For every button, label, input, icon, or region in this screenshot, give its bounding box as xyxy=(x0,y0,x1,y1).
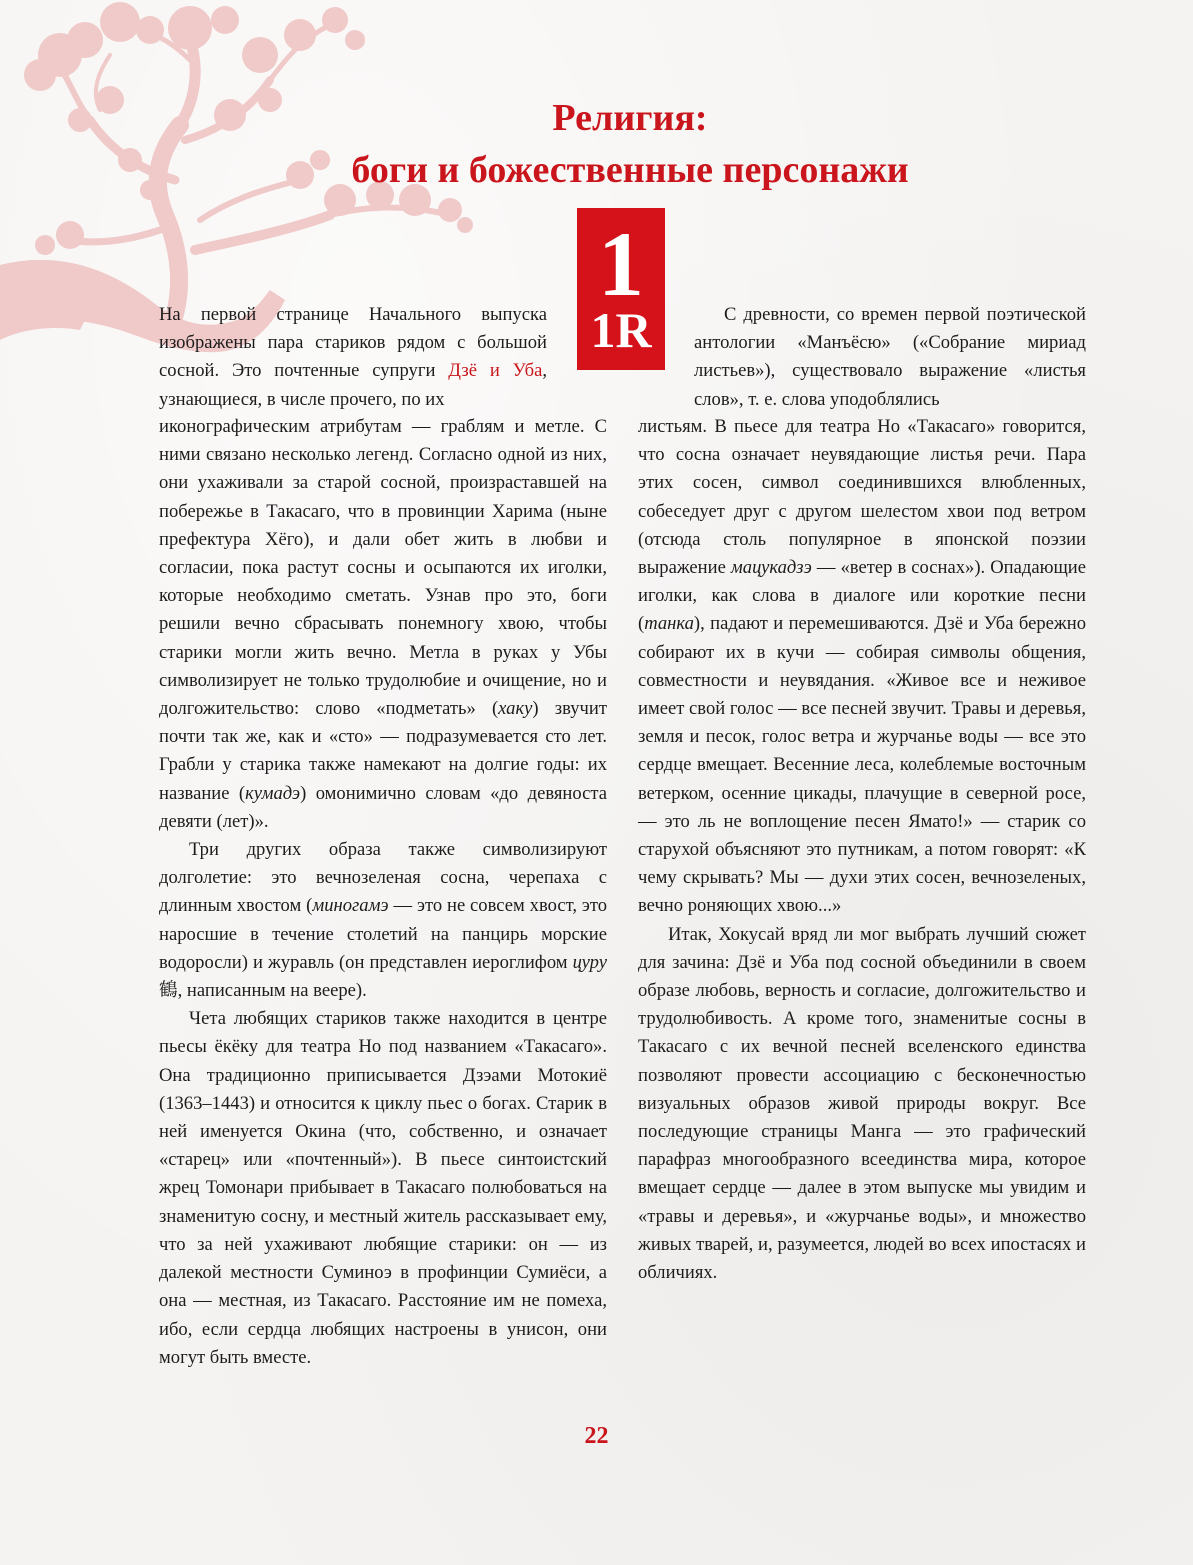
left-p1-rest: иконографическим атрибутам — граблям и метле. С ними связано несколько легенд. Согласно одной из них, они ухаживали за старой сосной, произраставшей на побережье в Такасаго, что в провинции Харима (ныне префектура Хёго), и дали обет жить в любви и согласии, пока растут сосны и осыпаются их иголки, которые необходимо сметать. Узнав про это, боги решили вечно сбрасывать понемногу хвою, чтобы старики могли жить вечно. Метла в руках у Убы символизирует не только трудолюбие и очищение, но и долгожительство: слово «подметать» ( xyxy=(159,416,607,720)
left-p2-before: Три других образа также символизируют долголетие: это вечнозеленая сосна, черепаха с длинным хвостом ( xyxy=(159,839,607,917)
left-p2-mid: — это не совсем хвост, это наросшие в течение столетий на панцирь морские водоросли) и журавль (он представлен иероглифом xyxy=(159,895,608,973)
left-p1-italic-haku: хаку xyxy=(498,698,533,720)
page-title xyxy=(170,92,1090,196)
left-p2-kanji: 鶴 xyxy=(159,980,178,1002)
left-p1-mid: ) звучит почти так же, как и «сто» — подразумевается сто лет. Грабли у старика также намекают на долгие годы: их название ( xyxy=(159,698,607,804)
left-column-body xyxy=(159,413,607,1372)
title-line-1: Религия: xyxy=(552,97,708,139)
right-p1-italic-matsukaze: мацукадзэ xyxy=(730,557,812,579)
right-head-text: С древности, со времен первой поэтической антологии «Манъёсю» («Собрание мириад листьев»), существовало выражение «листья слов», т. е. слова уподоблялись xyxy=(694,304,1086,410)
title-line-2: боги и божественные персонажи xyxy=(351,149,909,191)
right-p1-italic-tanka: танка xyxy=(644,613,694,635)
chapter-badge xyxy=(577,208,665,370)
left-p2-end: , написанным на веере). xyxy=(177,980,367,1002)
left-p3: Чета любящих стариков также находится в центре пьесы ёкёку для театра Но под названием «Такасаго». Она традиционно приписывается Дзэами Мотокиё (1363–1443) и относится к циклу пьес о богах. Старик в ней именуется Окина (что, собственно, и означает «старец» или «почтенный»). В пьесе синтоистский жрец Томонари прибывает в Такасаго полюбоваться на знаменитую сосну, и местный житель рассказывает ему, что за ней ухаживают любящие старики: он — из далекой местности Суминоэ в профинции Сумиёси, а она — местная, из Такасаго. Расстояние им не помеха, ибо, если сердца любящих настроены в унисон, они могут быть вместе. xyxy=(159,1008,607,1368)
dze-and-uba-link[interactable]: Дзё и Уба xyxy=(448,360,543,382)
left-p1-italic-kumade: кумадэ xyxy=(245,782,301,804)
right-p1-end: ), падают и перемешиваются. Дзё и Уба бережно собирают их в кучи — собирая символы общения, совместности и неувядания. «Живое все и неживое имеет свой голос — все песней звучит. Травы и деревья, земля и песок, голос ветра и журчанье воды — все это сердце вмещает. Весенние леса, колеблемые восточным ветерком, осенние цикады, плачущие в северной росе, — это ль не воплощение песен Ямато!» — старик со старухой объясняют это путникам, а потом говорят: «К чему скрывать? Мы — духи этих сосен, вечнозеленых, вечно роняющих хвою...» xyxy=(638,613,1086,917)
right-column-head xyxy=(694,301,1086,414)
page-number: 22 xyxy=(584,1423,609,1449)
right-p1-before: листьям. В пьесе для театра Но «Такасаго» говорится, что сосна означает неувядающие листья речи. Пара этих сосен, символ соединившихся влюбленных, собеседует друг с другом шелестом хвои под ветром (отсюда столь популярное в японской поэзии выражение xyxy=(638,416,1086,579)
left-p2-italic-tsuru: цуру xyxy=(572,951,607,973)
badge-top-glyph: 1 xyxy=(598,213,644,315)
left-p2-italic-minogame: миногамэ xyxy=(312,895,389,917)
badge-bottom-glyph: 1R xyxy=(590,302,652,358)
right-p1-mid: — «ветер в соснах»). Опадающие иголки, как слова в диалоге или короткие песни ( xyxy=(638,557,1087,635)
left-p1-text: На первой странице Начального выпуска изображены пара стариков рядом с большой сосной. Это почтенные супруги xyxy=(159,304,547,382)
left-p1-end: ) омонимично словам «до девяноста девяти (лет)». xyxy=(159,782,607,832)
right-p2: Итак, Хокусай вряд ли мог выбрать лучший сюжет для зачина: Дзё и Уба под сосной объединили в своем образе любовь, верность и согласие, долгожительство и трудолюбивость. А кроме того, знаменитые сосны в Такасаго с их вечной песней вселенского единства позволяют провести ассоциацию с бесконечностью визуальных образов живой природы вокруг. Все последующие страницы Манга — это графический парафраз многообразного всеединства мира, которое вмещает сердце — далее в этом выпуске мы увидим и «травы и деревья», и «журчанье воды», и множество живых тварей, и, разумеется, людей во всех ипостасях и обличиях. xyxy=(638,923,1086,1284)
right-column-body xyxy=(638,413,1086,1287)
left-p1-after-link: , узнающиеся, в числе прочего, по их xyxy=(159,360,548,410)
left-column-head xyxy=(159,301,547,414)
